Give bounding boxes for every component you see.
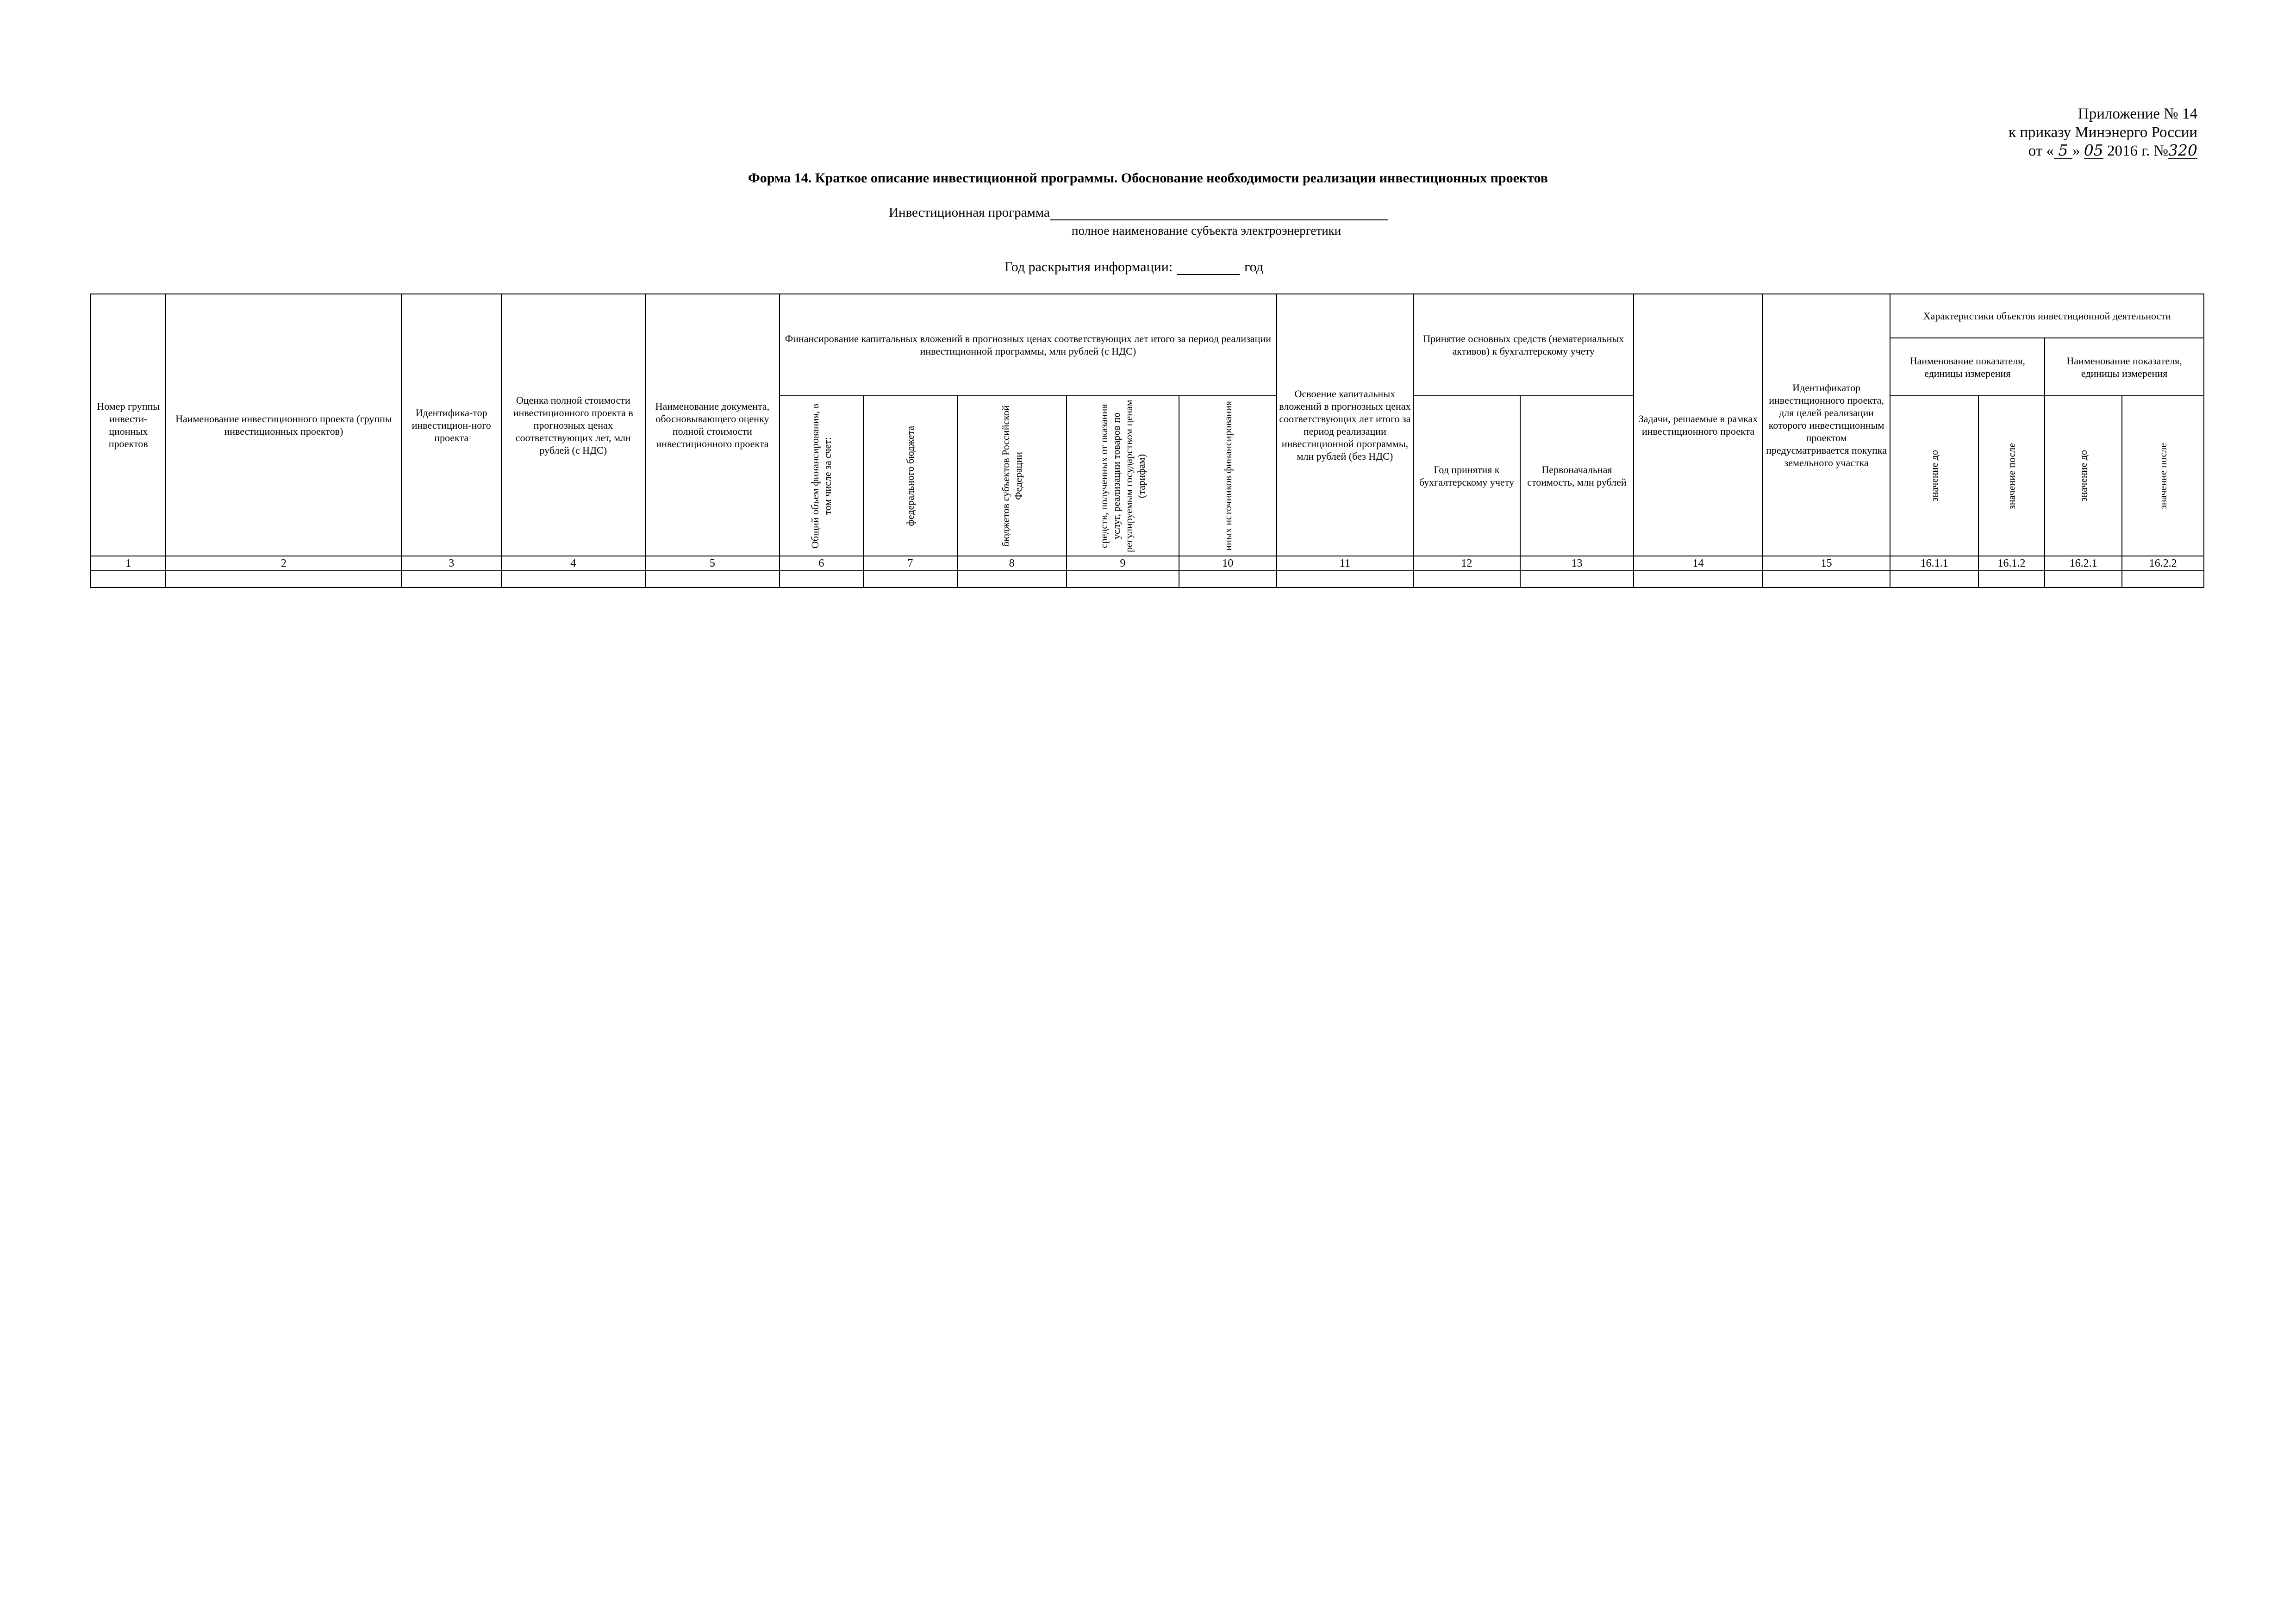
empty-cell[interactable] [1890, 571, 1978, 587]
header-col-16-2-2 [2122, 396, 2204, 556]
program-name-field[interactable] [1050, 206, 1388, 220]
col-number: 11 [1277, 556, 1414, 571]
header-indicator-2: Наименование показателя, единицы измерения [2045, 338, 2204, 396]
col-number: 14 [1634, 556, 1763, 571]
header-col-3: Идентифика-тор инвестицион-ного проекта [401, 294, 501, 556]
date-quote: » [2072, 143, 2080, 159]
header-col-5: Наименование документа, обосновывающего оценку полной стоимости инвестиционного проекта [645, 294, 780, 556]
handwritten-day: 5 [2054, 143, 2072, 159]
empty-cell[interactable] [957, 571, 1067, 587]
program-label: Инвестиционная программа [889, 205, 1050, 220]
empty-cell[interactable] [501, 571, 645, 587]
header-col-16-1-2 [1978, 396, 2045, 556]
empty-cell[interactable] [1413, 571, 1520, 587]
date-year: 2016 г. № [2107, 143, 2168, 159]
header-col-1: Номер группы инвести-ционных проектов [91, 294, 166, 556]
value-before-1: значение до [1928, 450, 1940, 502]
empty-cell[interactable] [1179, 571, 1276, 587]
col-number: 12 [1413, 556, 1520, 571]
header-col-10-text: иных источников финансирования [1222, 401, 1234, 551]
header-col-15: Идентификатор инвестиционного проекта, для целей реализации которого инвестиционным проектом предусматривается покупка земельного участка [1763, 294, 1890, 556]
form-title: Форма 14. Краткое описание инвестиционной программы. Обоснование необходимости реализации инвестиционных проектов [748, 170, 1548, 186]
header-indicator-1: Наименование показателя, единицы измерения [1890, 338, 2045, 396]
col-number: 5 [645, 556, 780, 571]
col-number: 7 [863, 556, 957, 571]
header-col-7 [863, 396, 957, 556]
col-number: 16.2.2 [2122, 556, 2204, 571]
value-after-2: значение после [2157, 443, 2169, 509]
header-col-16-1-1 [1890, 396, 1978, 556]
header-col-13: Первоначальная стоимость, млн рублей [1520, 396, 1634, 556]
year-field[interactable] [1177, 262, 1240, 275]
empty-cell[interactable] [1067, 571, 1179, 587]
empty-cell[interactable] [401, 571, 501, 587]
empty-cell[interactable] [1978, 571, 2045, 587]
empty-cell[interactable] [2045, 571, 2122, 587]
col-number: 9 [1067, 556, 1179, 571]
header-col-16-2-1 [2045, 396, 2122, 556]
col-number: 15 [1763, 556, 1890, 571]
col-number: 1 [91, 556, 166, 571]
col-number: 4 [501, 556, 645, 571]
header-col-4: Оценка полной стоимости инвестиционного проекта в прогнозных ценах соответствующих лет, млн рублей (с НДС) [501, 294, 645, 556]
col-number: 16.2.1 [2045, 556, 2122, 571]
empty-cell[interactable] [91, 571, 166, 587]
empty-cell[interactable] [2122, 571, 2204, 587]
header-col-7-text: федерального бюджета [904, 425, 916, 526]
col-number: 13 [1520, 556, 1634, 571]
header-col-6 [780, 396, 863, 556]
empty-cell[interactable] [1277, 571, 1414, 587]
program-line [889, 205, 1388, 220]
appendix-title: Приложение № 14 [2078, 106, 2197, 122]
empty-cell[interactable] [1520, 571, 1634, 587]
col-number: 16.1.1 [1890, 556, 1978, 571]
empty-cell[interactable] [166, 571, 401, 587]
header-financing-group: Финансирование капитальных вложений в прогнозных ценах соответствующих лет итого за период реализации инвестиционной программы, млн рублей (с НДС) [780, 294, 1276, 396]
col-number: 8 [957, 556, 1067, 571]
appendix-date-line [2009, 142, 2197, 160]
table-row [91, 571, 2204, 587]
header-col-12: Год принятия к бухгалтерскому учету [1413, 396, 1520, 556]
header-assets-group: Принятие основных средств (нематериальных активов) к бухгалтерскому учету [1413, 294, 1634, 396]
header-col-9-text: средств, полученных от оказания услуг, реализации товаров по регулируемым государством ценам (тарифам) [1098, 400, 1148, 552]
subject-caption: полное наименование субъекта электроэнергетики [1072, 224, 1341, 237]
appendix-block [2009, 105, 2197, 160]
col-number: 10 [1179, 556, 1276, 571]
header-col-8 [957, 396, 1067, 556]
empty-cell[interactable] [645, 571, 780, 587]
appendix-order-ref: к приказу Минэнерго России [2009, 124, 2197, 141]
header-col-14: Задачи, решаемые в рамках инвестиционного проекта [1634, 294, 1763, 556]
empty-cell[interactable] [1634, 571, 1763, 587]
year-line [1004, 259, 1263, 275]
value-before-2: значение до [2078, 450, 2090, 502]
header-col-6-text: Общий объем финансирования, в том числе за счет: [809, 403, 834, 549]
col-number: 6 [780, 556, 863, 571]
investment-table [90, 294, 2204, 588]
empty-cell[interactable] [1763, 571, 1890, 587]
header-col-10 [1179, 396, 1276, 556]
col-number: 3 [401, 556, 501, 571]
header-col-2: Наименование инвестиционного проекта (группы инвестиционных проектов) [166, 294, 401, 556]
handwritten-month: 05 [2084, 141, 2103, 159]
empty-cell[interactable] [780, 571, 863, 587]
year-label: Год раскрытия информации: [1004, 259, 1173, 275]
header-col-9 [1067, 396, 1179, 556]
header-characteristics-group: Характеристики объектов инвестиционной деятельности [1890, 294, 2204, 338]
header-col-8-text: бюджетов субъектов Российской Федерации [999, 405, 1024, 547]
empty-cell[interactable] [863, 571, 957, 587]
col-number: 2 [166, 556, 401, 571]
year-suffix: год [1244, 259, 1264, 275]
date-prefix: от « [2028, 143, 2054, 159]
column-numbers-row [91, 556, 2204, 571]
col-number: 16.1.2 [1978, 556, 2045, 571]
header-col-11: Освоение капитальных вложений в прогнозных ценах соответствующих лет итого за период реализации инвестиционной программы, млн рублей (без НДС) [1277, 294, 1414, 556]
value-after-1: значение после [2005, 443, 2017, 509]
handwritten-number: 320 [2168, 141, 2197, 159]
